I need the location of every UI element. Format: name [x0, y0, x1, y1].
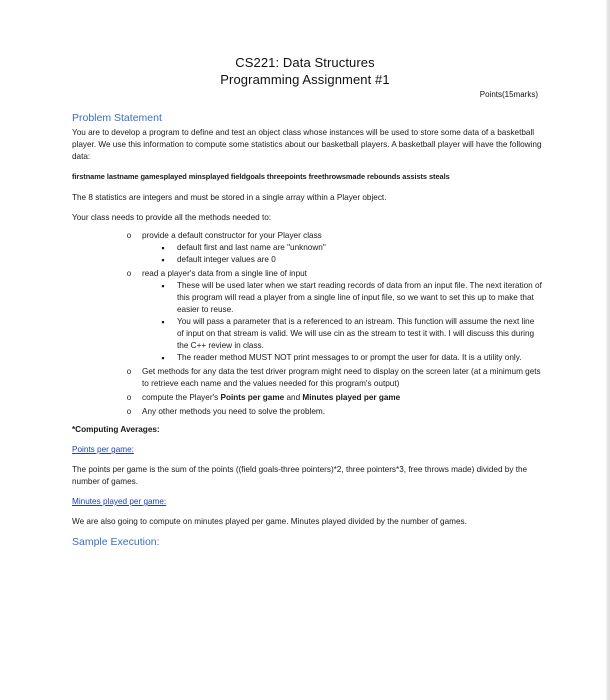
- sub-list-item-text: The reader method MUST NOT print messages to or prompt the user for data. It is a utility only.: [177, 353, 522, 362]
- list-item: [124, 392, 542, 404]
- list-item-text: read a player's data from a single line of input: [142, 269, 307, 278]
- square-bullet-icon: ▪: [161, 255, 165, 265]
- list-item-text-middle: and: [284, 393, 303, 402]
- circle-bullet-icon: o: [126, 269, 132, 278]
- document-body: [72, 112, 542, 548]
- square-bullet-icon: ▪: [161, 317, 165, 327]
- points-label: Points(15marks): [479, 90, 538, 99]
- methods-list: [124, 230, 542, 418]
- list-item: [124, 366, 542, 390]
- circle-bullet-icon: o: [126, 367, 132, 376]
- course-title: CS221: Data Structures: [235, 55, 375, 70]
- list-item-text: Get methods for any data the test driver program might need to display on the screen later (at a minimum gets to retrieve each name and the values needed for this program's output): [142, 367, 541, 388]
- sub-list-item: [158, 316, 542, 352]
- sub-list-item-text: default integer values are 0: [177, 255, 276, 264]
- integers-note: The 8 statistics are integers and must be stored in a single array within a Player object.: [72, 193, 387, 202]
- points-per-game-heading: Points per game:: [72, 445, 134, 454]
- list-item-text-before: compute the Player's: [142, 393, 221, 402]
- sub-list-item-text: You will pass a parameter that is a referenced to an istream. This function will assume the next line of input on that stream is valid. We will use cin as the stream to test it with. I will discuss this during the C++ review in class.: [177, 317, 535, 350]
- list-item: [124, 268, 542, 364]
- list-item: [124, 230, 542, 266]
- sub-list-item: [158, 242, 542, 254]
- minutes-per-game-text: We are also going to compute on minutes played per game. Minutes played divided by the number of games.: [72, 517, 467, 526]
- minutes-per-game-heading: Minutes played per game:: [72, 497, 167, 506]
- list-item-text: provide a default constructor for your Player class: [142, 231, 322, 240]
- sub-list-item-text: These will be used later when we start reading records of data from an input file. The next iteration of this program will read a player from a single line of input file, so we want to set this up to make that easier to reuse.: [177, 281, 542, 314]
- sub-list-item: [158, 280, 542, 316]
- points-per-game-term: Points per game: [220, 393, 285, 402]
- methods-intro: Your class needs to provide all the methods needed to:: [72, 213, 272, 222]
- problem-statement-heading: Problem Statement: [72, 112, 162, 124]
- title-block: [0, 54, 610, 88]
- sample-execution-heading: Sample Execution:: [72, 536, 160, 548]
- points-per-game-text: The points per game is the sum of the points ((field goals-three pointers)*2, three pointers*3, free throws made) divided by the number of games.: [72, 465, 528, 486]
- page-edge-shadow: [606, 0, 610, 700]
- square-bullet-icon: ▪: [161, 353, 165, 363]
- sub-list: [158, 280, 542, 364]
- sub-list-item: [158, 352, 542, 364]
- problem-intro: You are to develop a program to define and test an object class whose instances will be used to store some data of a basketball player. We use this information to compute some statistics about our basketball players. A basketball player will have the following data:: [72, 128, 542, 161]
- sub-list: [158, 242, 542, 266]
- list-item: [124, 406, 542, 418]
- list-item-text: Any other methods you need to solve the problem.: [142, 407, 325, 416]
- sub-list-item-text: default first and last name are "unknown": [177, 243, 326, 252]
- circle-bullet-icon: o: [126, 231, 132, 240]
- minutes-per-game-term: Minutes played per game: [302, 393, 401, 402]
- stats-fields-line: firstname lastname gamesplayed minsplayed fieldgoals threepoints freethrowsmade rebounds assists steals: [72, 172, 450, 181]
- circle-bullet-icon: o: [126, 407, 132, 416]
- sub-list-item: [158, 254, 542, 266]
- assignment-title: Programming Assignment #1: [220, 72, 390, 87]
- computing-averages-heading: *Computing Averages:: [72, 425, 160, 434]
- square-bullet-icon: ▪: [161, 243, 165, 253]
- circle-bullet-icon: o: [126, 393, 132, 402]
- square-bullet-icon: ▪: [161, 281, 165, 291]
